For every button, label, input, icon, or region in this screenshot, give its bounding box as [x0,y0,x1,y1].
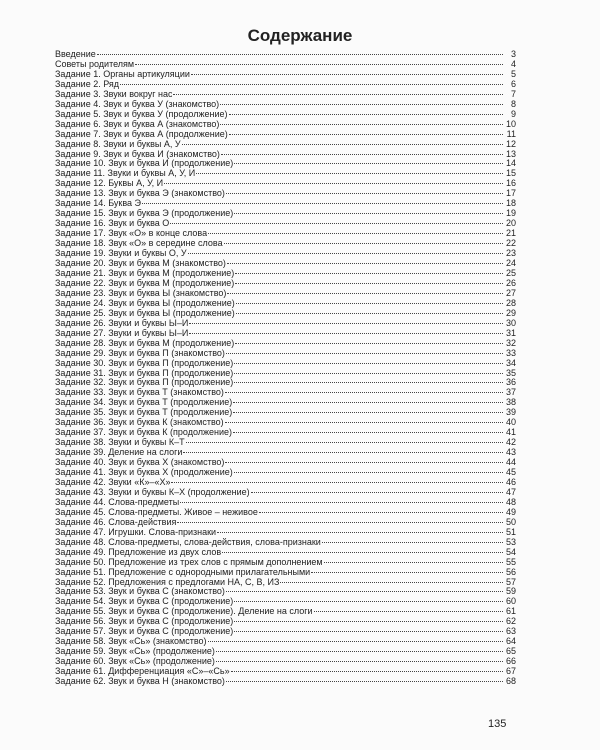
dot-leader [177,522,503,523]
toc-entry-title: Задание 52. Предложения с предлогами НА, С, В, ИЗ [55,577,280,587]
dot-leader [229,134,503,135]
toc-entry-page: 30 [505,318,516,328]
toc-entry [55,339,516,349]
toc-entry-title: Задание 15. Звук и буква Э (продолжение) [55,209,234,219]
table-of-contents [55,50,516,687]
dot-leader [135,64,503,65]
toc-entry [55,428,516,438]
toc-entry-title: Задание 4. Звук и буква У (знакомство) [55,99,220,109]
toc-entry-title: Задание 35. Звук и буква Т (продолжение) [55,408,233,418]
dot-leader [173,94,503,95]
toc-entry-page: 67 [505,667,516,677]
toc-entry [55,398,516,408]
toc-entry-title: Задание 26. Звуки и буквы Ы–И [55,318,189,328]
toc-entry [55,667,516,677]
toc-entry [55,80,516,90]
toc-entry-title: Задание 2. Ряд [55,79,120,89]
toc-entry-title: Задание 10. Звук и буква И (продолжение) [55,159,234,169]
dot-leader [164,183,503,184]
dot-leader [220,124,503,125]
toc-entry [55,548,516,558]
dot-leader [222,552,503,553]
toc-entry [55,418,516,428]
toc-entry-page: 24 [505,259,516,269]
toc-entry-title: Задание 53. Звук и буква С (знакомство) [55,587,225,597]
toc-entry-title: Задание 33. Звук и буква Т (знакомство) [55,388,224,398]
toc-entry-page: 51 [505,527,516,537]
dot-leader [227,293,503,294]
dot-leader [208,233,503,234]
toc-entry-page: 17 [505,189,516,199]
toc-entry-title: Задание 3. Звуки вокруг нас [55,89,173,99]
toc-entry-page: 60 [505,597,516,607]
toc-entry [55,249,516,259]
toc-entry [55,607,516,617]
toc-entry-page: 48 [505,497,516,507]
toc-entry [55,120,516,130]
toc-entry [55,508,516,518]
toc-entry-title: Задание 51. Предложение с однородными прилагательными [55,567,311,577]
dot-leader [235,343,503,344]
dot-leader [236,303,503,304]
dot-leader [234,472,503,473]
dot-leader [227,263,503,264]
toc-entry-title: Задание 11. Звуки и буквы А, У, И [55,169,196,179]
dot-leader [208,641,503,642]
toc-entry-page: 21 [505,229,516,239]
dot-leader [225,392,503,393]
toc-entry [55,189,516,199]
toc-entry-page: 7 [510,89,516,99]
toc-entry-title: Задание 49. Предложение из двух слов [55,547,222,557]
toc-entry [55,647,516,657]
toc-entry-title: Задание 8. Звуки и буквы А, У [55,139,181,149]
dot-leader [224,243,503,244]
dot-leader [220,104,503,105]
toc-entry-title: Задание 22. Звук и буква М (продолжение) [55,278,235,288]
dot-leader [314,611,503,612]
toc-entry-title: Задание 38. Звуки и буквы К–Т [55,438,185,448]
toc-entry-page: 54 [505,547,516,557]
dot-leader [322,542,503,543]
toc-entry-title: Задание 32. Звук и буква П (продолжение) [55,378,234,388]
toc-entry-page: 27 [505,288,516,298]
toc-entry-page: 15 [505,169,516,179]
toc-entry-title: Задание 31. Звук и буква П (продолжение) [55,368,234,378]
toc-entry-page: 42 [505,438,516,448]
toc-entry-title: Задание 23. Звук и буква Ы (знакомство) [55,288,227,298]
toc-entry-title: Задание 17. Звук «О» в конце слова [55,229,208,239]
toc-entry-title: Задание 44. Слова-предметы [55,497,180,507]
toc-entry-title: Задание 24. Звук и буква Ы (продолжение) [55,298,235,308]
toc-entry-title: Задание 16. Звук и буква О [55,219,170,229]
toc-entry-page: 61 [505,607,516,617]
dot-leader [236,313,503,314]
toc-entry-page: 3 [510,50,516,59]
toc-entry [55,637,516,647]
dot-leader [180,502,503,503]
toc-entry-title: Задание 37. Звук и буква К (продолжение) [55,428,233,438]
toc-entry-page: 64 [505,637,516,647]
toc-entry-title: Задание 30. Звук и буква П (продолжение) [55,358,234,368]
toc-entry-title: Задание 40. Звук и буква Х (знакомство) [55,458,225,468]
toc-entry [55,369,516,379]
toc-entry [55,329,516,339]
toc-entry [55,219,516,229]
toc-entry-title: Задание 47. Игрушки. Слова-признаки [55,527,217,537]
toc-entry [55,169,516,179]
toc-entry-page: 6 [510,79,516,89]
toc-entry-title: Задание 20. Звук и буква М (знакомство) [55,259,226,269]
dot-leader [226,353,503,354]
toc-entry [55,627,516,637]
toc-entry [55,528,516,538]
toc-entry-title: Задание 28. Звук и буква М (продолжение) [55,338,235,348]
toc-entry-page: 62 [505,617,516,627]
toc-entry-page: 28 [505,298,516,308]
toc-entry-page: 37 [505,388,516,398]
toc-entry-page: 33 [505,348,516,358]
dot-leader [171,482,503,483]
toc-entry-page: 18 [505,199,516,209]
toc-entry [55,269,516,279]
dot-leader [225,462,503,463]
toc-entry-title: Задание 27. Звуки и буквы Ы–И [55,328,189,338]
toc-entry-page: 31 [505,328,516,338]
toc-entry [55,498,516,508]
dot-leader [234,601,503,602]
toc-entry-page: 26 [505,278,516,288]
toc-entry-page: 8 [510,99,516,109]
toc-entry-page: 4 [510,59,516,69]
toc-entry-page: 22 [505,239,516,249]
toc-entry-title: Советы родителям [55,59,135,69]
toc-entry-title: Задание 58. Звук «Сь» (знакомство) [55,637,207,647]
dot-leader [234,382,503,383]
dot-leader [233,402,503,403]
toc-entry-page: 10 [505,119,516,129]
dot-leader [259,512,503,513]
toc-entry-page: 23 [505,249,516,259]
toc-entry-page: 14 [505,159,516,169]
toc-entry [55,478,516,488]
dot-leader [234,373,503,374]
toc-entry-page: 49 [505,507,516,517]
toc-entry-page: 11 [506,129,516,139]
dot-leader [142,203,503,204]
toc-entry-title: Задание 41. Звук и буква Х (продолжение) [55,468,233,478]
toc-entry-title: Задание 43. Звуки и буквы К–Х (продолжение) [55,487,250,497]
toc-entry [55,468,516,478]
toc-entry-page: 59 [505,587,516,597]
toc-entry [55,279,516,289]
toc-entry [55,578,516,588]
dot-leader [189,323,503,324]
toc-entry-title: Задание 13. Звук и буква Э (знакомство) [55,189,225,199]
toc-entry-title: Задание 25. Звук и буква Ы (продолжение) [55,308,235,318]
dot-leader [226,193,503,194]
dot-leader [234,213,503,214]
toc-entry-title: Задание 18. Звук «О» в середине слова [55,239,223,249]
toc-entry [55,239,516,249]
toc-entry [55,657,516,667]
toc-entry-page: 13 [505,149,516,159]
toc-entry-page: 16 [505,179,516,189]
page-number: 135 [488,718,507,730]
toc-entry [55,289,516,299]
toc-entry-title: Задание 1. Органы артикуляции [55,69,190,79]
dot-leader [311,572,503,573]
dot-leader [233,412,503,413]
toc-entry-title: Задание 6. Звук и буква А (знакомство) [55,119,220,129]
toc-entry-page: 35 [505,368,516,378]
toc-entry-title: Задание 48. Слова-предметы, слова-действия, слова-признаки [55,537,321,547]
toc-entry [55,299,516,309]
toc-entry [55,199,516,209]
dot-leader [251,492,503,493]
toc-entry [55,677,516,687]
toc-entry-title: Задание 57. Звук и буква С (продолжение) [55,627,234,637]
toc-entry [55,179,516,189]
toc-entry [55,388,516,398]
toc-entry-page: 41 [505,428,516,438]
toc-entry-page: 68 [505,677,516,687]
toc-entry-page: 20 [505,219,516,229]
dot-leader [191,74,503,75]
toc-entry [55,518,516,528]
toc-entry [55,568,516,578]
toc-entry [55,587,516,597]
toc-entry [55,140,516,150]
toc-entry-title: Задание 56. Звук и буква С (продолжение) [55,617,234,627]
toc-entry-page: 50 [505,517,516,527]
toc-entry-title: Задание 60. Звук «Сь» (продолжение) [55,657,215,667]
dot-leader [234,621,503,622]
toc-entry-title: Задание 12. Буквы А, У, И [55,179,164,189]
dot-leader [280,582,503,583]
dot-leader [235,273,503,274]
toc-entry-page: 47 [505,487,516,497]
toc-entry-page: 9 [510,109,516,119]
toc-entry [55,349,516,359]
dot-leader [226,681,503,682]
toc-entry-title: Задание 29. Звук и буква П (знакомство) [55,348,225,358]
toc-entry [55,558,516,568]
dot-leader [235,283,503,284]
dot-leader [216,661,503,662]
toc-entry-title: Задание 61. Дифференциация «С»–«Сь» [55,667,230,677]
toc-entry-page: 57 [505,577,516,587]
toc-entry-page: 43 [505,448,516,458]
toc-entry-page: 36 [505,378,516,388]
toc-entry [55,488,516,498]
toc-entry-page: 53 [505,537,516,547]
toc-entry-page: 66 [505,657,516,667]
toc-entry-page: 5 [510,69,516,79]
toc-entry-page: 38 [505,398,516,408]
toc-entry [55,617,516,627]
toc-entry [55,70,516,80]
toc-entry-page: 29 [505,308,516,318]
toc-entry [55,159,516,169]
toc-entry-title: Задание 14. Буква Э [55,199,142,209]
toc-entry [55,597,516,607]
dot-leader [221,154,503,155]
toc-entry [55,209,516,219]
toc-entry-page: 32 [505,338,516,348]
toc-entry [55,130,516,140]
dot-leader [234,163,503,164]
toc-entry-title: Задание 34. Звук и буква Т (продолжение) [55,398,233,408]
dot-leader [234,631,503,632]
toc-entry-title: Задание 62. Звук и буква Н (знакомство) [55,677,225,687]
dot-leader [188,253,503,254]
toc-entry-title: Задание 50. Предложение из трех слов с прямым дополнением [55,557,323,567]
toc-entry [55,90,516,100]
toc-entry-title: Задание 45. Слова-предметы. Живое – неживое [55,507,258,517]
toc-entry [55,50,516,60]
dot-leader [234,363,503,364]
dot-leader [225,422,503,423]
dot-leader [183,452,503,453]
toc-entry-title: Введение [55,50,96,59]
toc-entry [55,458,516,468]
toc-entry-page: 55 [505,557,516,567]
dot-leader [97,54,503,55]
toc-entry [55,309,516,319]
toc-entry [55,408,516,418]
toc-entry [55,110,516,120]
dot-leader [186,442,503,443]
dot-leader [120,84,503,85]
dot-leader [189,333,503,334]
toc-entry-title: Задание 39. Деление на слоги [55,448,183,458]
toc-entry-title: Задание 46. Слова-действия [55,517,177,527]
dot-leader [170,223,503,224]
toc-entry-title: Задание 19. Звуки и буквы О, У [55,249,187,259]
dot-leader [229,114,503,115]
dot-leader [217,532,503,533]
toc-entry-title: Задание 5. Звук и буква У (продолжение) [55,109,228,119]
toc-entry-title: Задание 55. Звук и буква С (продолжение). Деление на слоги [55,607,313,617]
toc-entry-page: 25 [505,268,516,278]
toc-entry [55,150,516,160]
dot-leader [324,562,503,563]
toc-entry-page: 56 [505,567,516,577]
toc-entry [55,359,516,369]
toc-entry-page: 12 [505,139,516,149]
toc-entry-page: 19 [505,209,516,219]
toc-entry-title: Задание 9. Звук и буква И (знакомство) [55,149,220,159]
dot-leader [182,144,503,145]
toc-entry-page: 39 [505,408,516,418]
toc-entry [55,319,516,329]
dot-leader [226,591,503,592]
toc-entry [55,229,516,239]
toc-entry-page: 34 [505,358,516,368]
toc-entry-title: Задание 7. Звук и буква А (продолжение) [55,129,228,139]
toc-entry [55,259,516,269]
dot-leader [233,432,503,433]
toc-entry [55,100,516,110]
toc-entry-page: 63 [505,627,516,637]
toc-entry [55,538,516,548]
toc-entry [55,60,516,70]
toc-entry-page: 44 [505,458,516,468]
toc-entry-page: 65 [505,647,516,657]
toc-entry-title: Задание 59. Звук «Сь» (продолжение) [55,647,215,657]
page-title: Содержание [247,26,353,45]
toc-entry-title: Задание 54. Звук и буква С (продолжение) [55,597,234,607]
toc-entry-page: 45 [505,468,516,478]
toc-entry-title: Задание 42. Звуки «К»–«Х» [55,477,171,487]
toc-entry [55,378,516,388]
toc-entry-title: Задание 21. Звук и буква М (продолжение) [55,268,235,278]
toc-entry [55,438,516,448]
dot-leader [216,651,503,652]
toc-entry-page: 46 [505,477,516,487]
dot-leader [231,671,503,672]
toc-entry [55,448,516,458]
toc-entry-page: 40 [505,418,516,428]
toc-entry-title: Задание 36. Звук и буква К (знакомство) [55,418,224,428]
dot-leader [196,173,503,174]
